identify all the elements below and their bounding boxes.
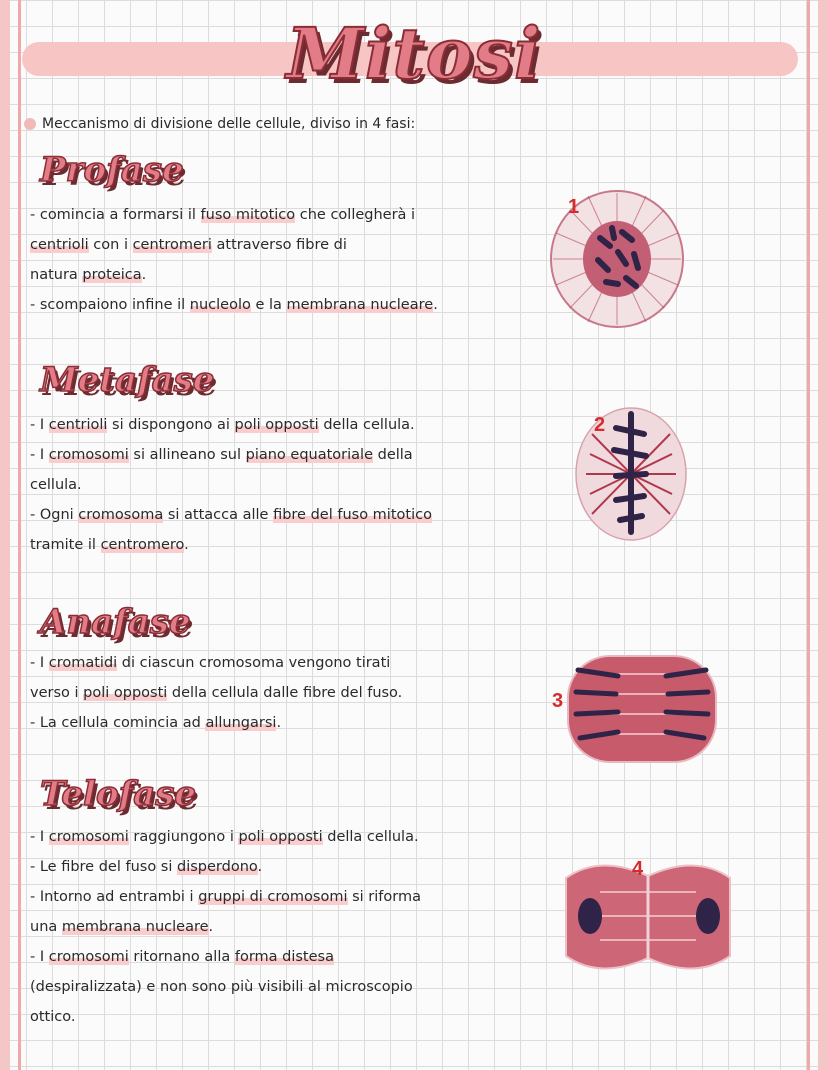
page-title: Mitosi [286,12,542,95]
phase-text-metafase [30,410,432,560]
text-segment: (despiralizzata) e non sono più visibili al microscopio [30,979,413,995]
highlighted-term: cromosomi [48,829,129,845]
text-line [30,290,438,320]
cell-image-telofase [560,858,736,976]
highlighted-term: poli opposti [234,417,319,433]
highlighted-term: centromero [100,537,185,553]
text-segment: - scompaiono infine il [30,297,190,313]
text-line [30,260,438,290]
text-segment: - I [30,655,49,671]
text-line [30,972,421,1002]
text-line [30,440,432,470]
text-line [30,942,421,972]
figure-number-4: 4 [632,858,644,880]
text-segment: si attacca alle [163,507,274,523]
text-segment: . [184,537,189,553]
highlighted-term: disperdono [177,859,258,875]
text-line [30,410,432,440]
text-line [30,1002,421,1032]
text-segment: . [276,715,282,731]
phase-title-telofase: Telofase [40,774,197,814]
figure-number-2: 2 [594,414,606,436]
text-line [30,678,402,708]
figure-number-3: 3 [552,690,564,712]
text-line [30,648,402,678]
text-line [30,882,421,912]
highlighted-term: cromosomi [48,949,129,965]
cell-image-metafase [572,404,690,544]
text-segment: della cellula. [322,829,419,845]
bullet-dot [24,118,36,130]
text-segment: della cellula dalle fibre del fuso. [167,685,403,701]
text-segment: ottico. [30,1009,76,1025]
text-line [30,530,432,560]
text-segment: di ciascun cromosoma vengono tirati [117,655,391,671]
highlighted-term: centrioli [30,237,89,253]
text-segment: . [257,859,263,875]
highlighted-term: forma distesa [234,949,334,965]
text-line [30,200,438,230]
text-segment: . [141,267,147,283]
phase-title-profase: Profase [40,150,184,190]
highlighted-term: allungarsi [205,715,277,731]
text-segment: . [433,297,438,313]
highlighted-term: fuso mitotico [200,207,296,223]
text-line [30,470,432,500]
phase-text-telofase [30,822,421,1032]
text-segment: attraverso fibre di [211,237,347,253]
highlighted-term: membrana nucleare [61,919,209,935]
text-segment: - Intorno ad entrambi i [30,889,199,905]
text-segment: verso i [30,685,84,701]
highlighted-term: membrana nucleare [286,297,434,313]
right-margin-line [807,0,810,1070]
text-segment: si allineano sul [128,447,246,463]
right-page-border [818,0,828,1070]
text-segment: ritornano alla [128,949,235,965]
text-segment: cellula. [30,477,82,493]
text-line [30,230,438,260]
text-segment: natura [30,267,83,283]
text-segment: raggiungono i [128,829,239,845]
intro-text: Meccanismo di divisione delle cellule, diviso in 4 fasi: [42,116,416,132]
text-segment: e la [250,297,287,313]
text-segment: - Ogni [30,507,79,523]
highlighted-term: gruppi di cromosomi [198,889,348,905]
figure-number-1: 1 [568,196,580,218]
highlighted-term: poli opposti [238,829,323,845]
text-segment: con i [88,237,133,253]
text-segment: una [30,919,62,935]
phase-text-anafase [30,648,402,738]
text-segment: - La cellula comincia ad [30,715,206,731]
text-segment: - Le fibre del fuso si [30,859,177,875]
text-line [30,708,402,738]
text-segment: tramite il [30,537,101,553]
intro-line [24,116,415,132]
text-line [30,500,432,530]
text-segment: - comincia a formarsi il [30,207,201,223]
highlighted-term: cromosomi [48,447,129,463]
phase-title-anafase: Anafase [40,602,191,642]
highlighted-term: cromosoma [78,507,164,523]
text-segment: - I [30,829,49,845]
text-segment: - I [30,949,49,965]
highlighted-term: piano equatoriale [245,447,373,463]
text-segment: della [373,447,413,463]
text-segment: - I [30,447,49,463]
text-segment: - I [30,417,49,433]
phase-text-profase [30,200,438,320]
text-line [30,852,421,882]
highlighted-term: nucleolo [189,297,251,313]
left-margin-line [18,0,21,1070]
text-line [30,912,421,942]
highlighted-term: cromatidi [48,655,118,671]
highlighted-term: centrioli [48,417,108,433]
highlighted-term: proteica [82,267,142,283]
text-segment: della cellula. [318,417,415,433]
text-segment: che collegherà i [295,207,416,223]
text-segment: si dispongono ai [107,417,235,433]
highlighted-term: centromeri [132,237,212,253]
highlighted-term: fibre del fuso mitotico [273,507,432,523]
highlighted-term: poli opposti [83,685,168,701]
text-segment: si riforma [347,889,421,905]
text-segment: . [208,919,214,935]
left-page-border [0,0,10,1070]
phase-title-metafase: Metafase [40,360,215,400]
text-line [30,822,421,852]
cell-image-anafase [564,650,720,768]
